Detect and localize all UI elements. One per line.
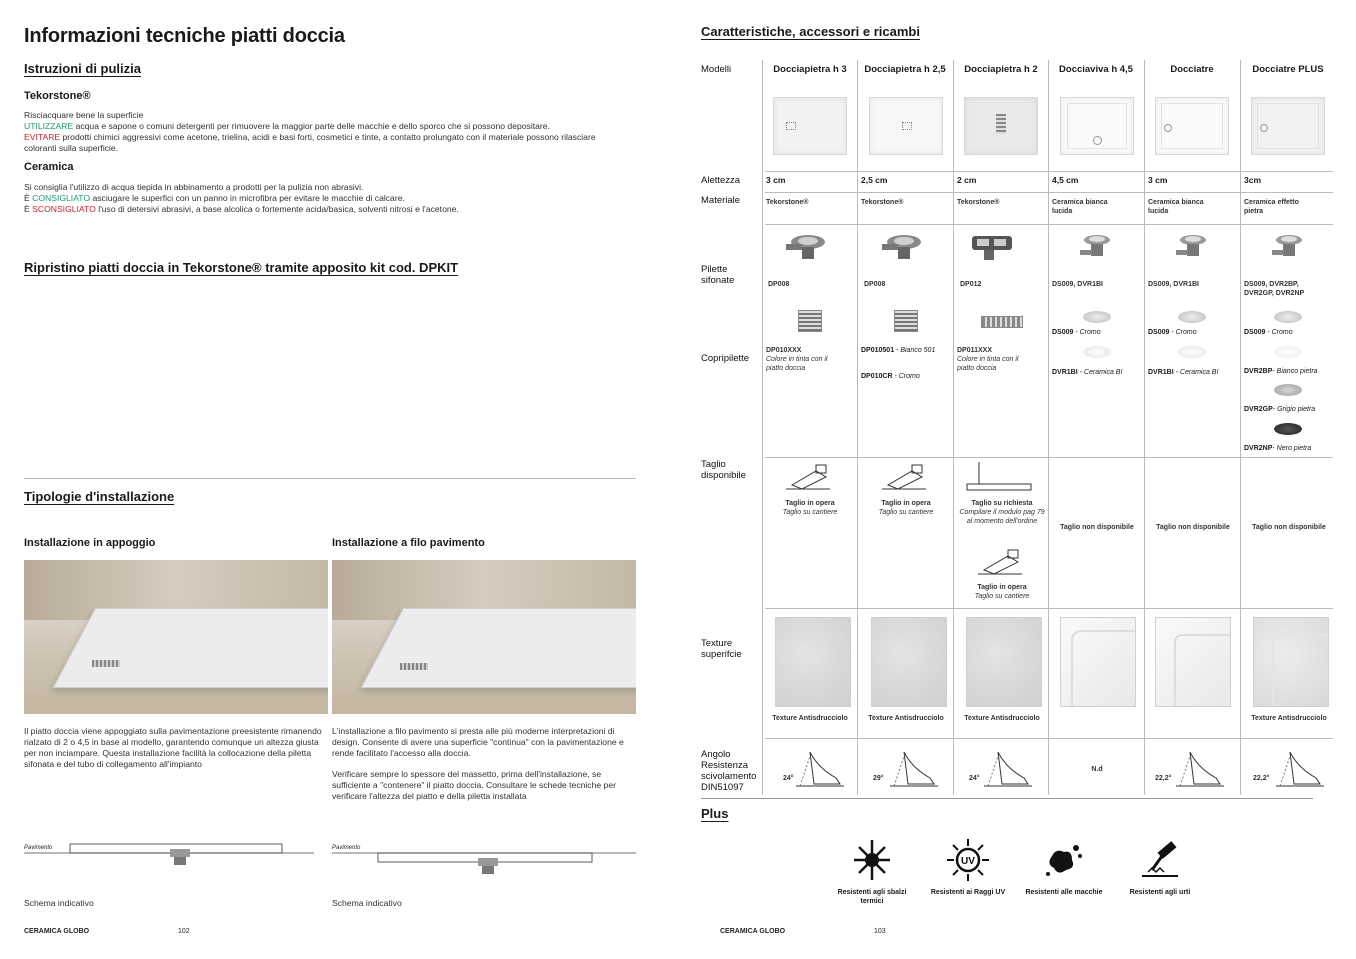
- uv-icon: [946, 838, 990, 882]
- section-divider: [24, 478, 636, 479]
- footer-brand-right: CERAMICA GLOBO: [720, 928, 786, 935]
- uv-icon-text: UV: [961, 856, 975, 867]
- plus-heading: Plus: [701, 806, 729, 821]
- cover-5b: [1148, 369, 1218, 376]
- angle-4: N.d: [1091, 766, 1103, 773]
- row-label-texture: Texture superifcie: [701, 638, 742, 660]
- cover-4a: [1052, 329, 1101, 336]
- row-label-models: Modelli: [701, 64, 732, 75]
- saw-icon-1: [786, 463, 832, 493]
- footer-brand-left: CERAMICA GLOBO: [24, 928, 90, 935]
- angle-6: 22,2°: [1253, 775, 1270, 782]
- drain-code-2: DP008: [864, 281, 886, 288]
- cap-grey-stone-6: [1274, 384, 1302, 396]
- height-2: 2,5 cm: [861, 175, 888, 185]
- texture-image-3: [966, 617, 1042, 707]
- cover-4b-code: DVR1BI: [1052, 369, 1078, 376]
- row-label-cut: Taglio disponibile: [701, 459, 746, 481]
- tray-image-5: [1155, 97, 1229, 155]
- cut-request-icon: [965, 462, 1035, 494]
- cut-not-available-5: Taglio non disponibile: [1156, 524, 1230, 531]
- footer-page-right: 103: [874, 928, 886, 935]
- foot-slope-icon-5: [1176, 748, 1226, 788]
- install-2-photo: [332, 560, 636, 714]
- keyword-evitare: EVITARE: [24, 132, 61, 142]
- row-label-angle: Angolo Resistenza scivolamento DIN51097: [701, 749, 757, 793]
- cap-chrome-6: [1274, 311, 1302, 323]
- cover-5a-desc: - Cromo: [1169, 329, 1197, 336]
- material-3: Tekorstone®: [957, 199, 1000, 206]
- cer-line-3: [24, 204, 624, 215]
- ceramica-instructions: [24, 182, 624, 215]
- cover-4a-desc: - Cromo: [1073, 329, 1101, 336]
- tek-line-2-text: acqua e sapone o comuni detergenti per rimuovere la maggior parte delle macchie e dello sporco che si possono depositare.: [73, 121, 550, 131]
- saw-icon-2: [882, 463, 928, 493]
- cover-5a-code: DS009: [1148, 329, 1170, 336]
- cut-richiesta-note: Compilare il modulo pag 79 al momento dell'ordine: [959, 509, 1045, 525]
- keyword-utilizzare: UTILIZZARE: [24, 121, 74, 131]
- schema-label-1: Schema indicativo: [24, 898, 94, 908]
- col-line-1: [762, 60, 763, 795]
- rule-5: [765, 608, 1333, 609]
- cover-6d-desc: - Nero pietra: [1272, 445, 1312, 452]
- model-name-2: Docciapietra h 2,5: [864, 64, 946, 75]
- drain-image-3: [970, 232, 1016, 262]
- cut-richiesta: Taglio su richiesta: [971, 500, 1033, 507]
- cer-line-1: Si consiglia l'utilizzo di acqua tiepida in abbinamento a prodotti per la pulizia non abrasivi.: [24, 182, 364, 192]
- tekorstone-heading: Tekorstone®: [24, 90, 91, 102]
- cut-opera-1: Taglio in opera: [785, 500, 835, 507]
- cap-ceramic-4: [1083, 346, 1111, 358]
- cut-note-1: [765, 499, 855, 517]
- height-3: 2 cm: [957, 175, 977, 185]
- plus-item-thermal: [832, 838, 912, 906]
- cover-6b: [1244, 368, 1318, 375]
- texture-label-3: Texture Antisdrucciolo: [964, 715, 1040, 722]
- cover-2b-desc: - Cromo: [892, 373, 920, 380]
- texture-label-6: Texture Antisdrucciolo: [1251, 715, 1327, 722]
- impact-icon: [1138, 838, 1182, 882]
- schema-1: [24, 840, 314, 870]
- angle-3: 24°: [969, 775, 980, 782]
- cover-4b: [1052, 369, 1122, 376]
- cover-6c: [1244, 406, 1315, 413]
- schema-2: [332, 840, 636, 874]
- row-label-covers: Copripilette: [701, 353, 750, 364]
- drain-code-5: DS009, DVR1BI: [1148, 281, 1199, 288]
- texture-image-6: [1253, 617, 1329, 707]
- drain-code-3: DP012: [960, 281, 982, 288]
- cap-ceramic-5: [1178, 346, 1206, 358]
- install-2-text-1: L'installazione a filo pavimento si presta alle più moderne interpretazioni di design. Consente di avere una superficie "continua" con la pavimentazione e rende facilitato l'accesso alla doccia.: [332, 726, 624, 758]
- install-2-title: Installazione a filo pavimento: [332, 537, 485, 549]
- install-1-title: Installazione in appoggio: [24, 537, 156, 549]
- rule-4: [765, 457, 1333, 458]
- angle-2: 29°: [873, 775, 884, 782]
- saw-icon-3: [978, 548, 1024, 578]
- tek-line-3-text: prodotti chimici aggressivi come acetone, trielina, acidi e basi forti, cosmetici e tinte, a contatto prolungato con il materiale possono rilasciare coloranti sulla superficie.: [24, 132, 596, 153]
- footer-page-left: 102: [178, 928, 190, 935]
- install-2-text-2: Verificare sempre lo spessore del massetto, prima dell'installazione, se sufficiente a "contenere" il piatto doccia. Consultare le schede tecniche per verificare l'altezza del piatto e della piletta installata: [332, 769, 616, 801]
- height-5: 3 cm: [1148, 175, 1168, 185]
- rule-1: [765, 171, 1333, 172]
- cer-pre-2: È: [24, 193, 33, 203]
- page-title: Informazioni tecniche piatti doccia: [24, 25, 345, 47]
- model-name-6: Docciatre PLUS: [1252, 64, 1324, 75]
- texture-image-4: [1060, 617, 1136, 707]
- cut-opera-2: Taglio in opera: [881, 500, 931, 507]
- cover-6c-desc: - Grigio pietra: [1272, 406, 1316, 413]
- plus-label-stain: Resistenti alle macchie: [1025, 889, 1103, 896]
- cut-opera-3: Taglio in opera: [977, 584, 1027, 591]
- cover-2a-desc: - Bianco 501: [894, 347, 936, 354]
- floor-label-2: Pavimento: [332, 845, 361, 851]
- row-label-material: Materiale: [701, 195, 741, 206]
- height-6: 3cm: [1244, 175, 1262, 185]
- row-label-drains: Pilette sifonate: [701, 264, 735, 286]
- ceramica-heading: Ceramica: [24, 161, 74, 173]
- cover-2a: [861, 346, 935, 355]
- install-1-text: Il piatto doccia viene appoggiato sulla pavimentazione preesistente rimanendo rialzato di 2 o 4,5 in base al modello, garantendo comunque un altezza giusta per non inciampare. Questa installazione facilità la collocazione della piletta sifonata e del tubo di collegamento all'impianto: [24, 726, 322, 769]
- cover-6b-code: DVR2BP: [1244, 368, 1273, 375]
- cut-note-3: [957, 499, 1047, 526]
- cut-not-available-6: Taglio non disponibile: [1252, 524, 1326, 531]
- foot-slope-icon-6: [1276, 748, 1326, 788]
- texture-label-1: Texture Antisdrucciolo: [772, 715, 848, 722]
- cer-line-2-text: asciugare le superfici con un panno in microfibra per evitare le macchie di calcare.: [90, 193, 405, 203]
- cap-chrome-5: [1178, 311, 1206, 323]
- cover-desc-3: Colore in tinta con il piatto doccia: [957, 356, 1019, 372]
- cer-pre-3: È: [24, 204, 33, 214]
- tray-image-2: [869, 97, 943, 155]
- cover-6a-desc: - Cromo: [1265, 329, 1293, 336]
- model-name-1: Docciapietra h 3: [773, 64, 847, 75]
- drain-image-2: [878, 232, 924, 262]
- cer-line-3-text: l'uso di detersivi abrasivi, a base alcolica o fortemente acida/basica, solventi nitrosi e l'acetone.: [95, 204, 459, 214]
- cleaning-heading: Istruzioni di pulizia: [24, 61, 141, 76]
- floor-label-1: Pavimento: [24, 845, 53, 851]
- plus-item-uv: [928, 838, 1008, 897]
- tray-image-1: [773, 97, 847, 155]
- cover-4a-code: DS009: [1052, 329, 1074, 336]
- cover-grate-2: [894, 310, 918, 332]
- cover-6a-code: DS009: [1244, 329, 1266, 336]
- foot-slope-icon-1: [796, 748, 846, 788]
- model-name-3: Docciapietra h 2: [964, 64, 1038, 75]
- plus-item-stain: [1024, 838, 1104, 897]
- material-1: Tekorstone®: [766, 199, 809, 206]
- drain-image-4: [1074, 232, 1120, 262]
- cover-desc-1: Colore in tinta con il piatto doccia: [766, 356, 828, 372]
- rule-2: [765, 192, 1333, 193]
- tray-image-3: [964, 97, 1038, 155]
- cover-6d-code: DVR2NP: [1244, 445, 1273, 452]
- height-4: 4,5 cm: [1052, 175, 1079, 185]
- cut-not-available-4: Taglio non disponibile: [1060, 524, 1134, 531]
- plus-label-uv: Resistenti ai Raggi UV: [930, 889, 1006, 896]
- cer-line-2: [24, 193, 624, 204]
- cover-5a: [1148, 329, 1197, 336]
- tek-line-3: [24, 132, 624, 154]
- cover-6d: [1244, 445, 1311, 452]
- rule-3: [765, 224, 1333, 225]
- install-heading: Tipologie d'installazione: [24, 489, 175, 504]
- texture-image-2: [871, 617, 947, 707]
- cover-5b-code: DVR1BI: [1148, 369, 1174, 376]
- tray-image-4: [1060, 97, 1134, 155]
- cut-cantiere-1: Taglio su cantiere: [782, 509, 838, 516]
- tek-line-1: Risciacquare bene la superficie: [24, 110, 144, 120]
- cover-2a-code: DP010501: [861, 347, 895, 354]
- rule-6: [765, 738, 1333, 739]
- drain-image-6: [1266, 232, 1312, 262]
- texture-label-2: Texture Antisdrucciolo: [868, 715, 944, 722]
- plus-divider: [701, 798, 1313, 799]
- material-2: Tekorstone®: [861, 199, 904, 206]
- drain-image-1: [782, 232, 828, 262]
- cover-6c-code: DVR2GP: [1244, 406, 1273, 413]
- material-4: Ceramica bianca lucida: [1052, 199, 1108, 215]
- foot-slope-icon-2: [890, 748, 940, 788]
- install-1-photo: [24, 560, 328, 714]
- right-title: Caratteristiche, accessori e ricambi: [701, 24, 920, 39]
- cover-code-1: DP010XXX: [766, 347, 802, 354]
- cover-4b-desc: - Ceramica BI: [1077, 369, 1123, 376]
- model-name-5: Docciatre: [1170, 64, 1214, 75]
- restore-heading: Ripristino piatti doccia in Tekorstone® tramite apposito kit cod. DPKIT: [24, 260, 459, 275]
- plus-item-impact: [1120, 838, 1200, 897]
- texture-image-1: [775, 617, 851, 707]
- material-6: Ceramica effetto pietra: [1244, 199, 1299, 215]
- height-1: 3 cm: [766, 175, 786, 185]
- cover-code-3: DP011XXX: [957, 347, 993, 354]
- texture-image-5: [1155, 617, 1231, 707]
- angle-5: 22,2°: [1155, 775, 1172, 782]
- cover-2b-code: DP010CR: [861, 373, 893, 380]
- drain-code-6: DS009, DVR2BP, DVR2GP, DVR2NP: [1244, 281, 1305, 297]
- cover-grate-3: [981, 316, 1023, 328]
- cut-note-2: [861, 499, 951, 517]
- schema-label-2: Schema indicativo: [332, 898, 402, 908]
- cut-cantiere-2: Taglio su cantiere: [878, 509, 934, 516]
- angle-1: 24°: [783, 775, 794, 782]
- cover-6a: [1244, 329, 1293, 336]
- cut-cantiere-3: Taglio su cantiere: [974, 593, 1030, 600]
- model-name-4: Docciaviva h 4,5: [1059, 64, 1133, 75]
- cut-note-3b: [957, 583, 1047, 601]
- cap-white-stone-6: [1274, 346, 1302, 358]
- stain-icon: [1042, 838, 1086, 882]
- drain-code-4: DS009, DVR1BI: [1052, 281, 1103, 288]
- keyword-consigliato: CONSIGLIATO: [32, 193, 91, 203]
- cap-black-stone-6: [1274, 423, 1302, 435]
- cover-grate-1: [798, 310, 822, 332]
- plus-label-thermal: Resistenti agli sbalzi termici: [837, 889, 907, 905]
- tray-image-6: [1251, 97, 1325, 155]
- drain-image-5: [1170, 232, 1216, 262]
- row-label-height: Alettezza: [701, 175, 741, 186]
- cover-6b-desc: - Bianco pietra: [1272, 368, 1318, 375]
- cap-chrome-4: [1083, 311, 1111, 323]
- keyword-sconsigliato: SCONSIGLIATO: [32, 204, 96, 214]
- drain-code-1: DP008: [768, 281, 790, 288]
- tek-line-2: [24, 121, 624, 132]
- tekorstone-instructions: [24, 110, 624, 154]
- thermal-shock-icon: [850, 838, 894, 882]
- cover-2b: [861, 372, 920, 381]
- cover-5b-desc: - Ceramica BI: [1173, 369, 1219, 376]
- material-5: Ceramica bianca lucida: [1148, 199, 1204, 215]
- foot-slope-icon-3: [984, 748, 1034, 788]
- plus-label-impact: Resistenti agli urti: [1129, 889, 1191, 896]
